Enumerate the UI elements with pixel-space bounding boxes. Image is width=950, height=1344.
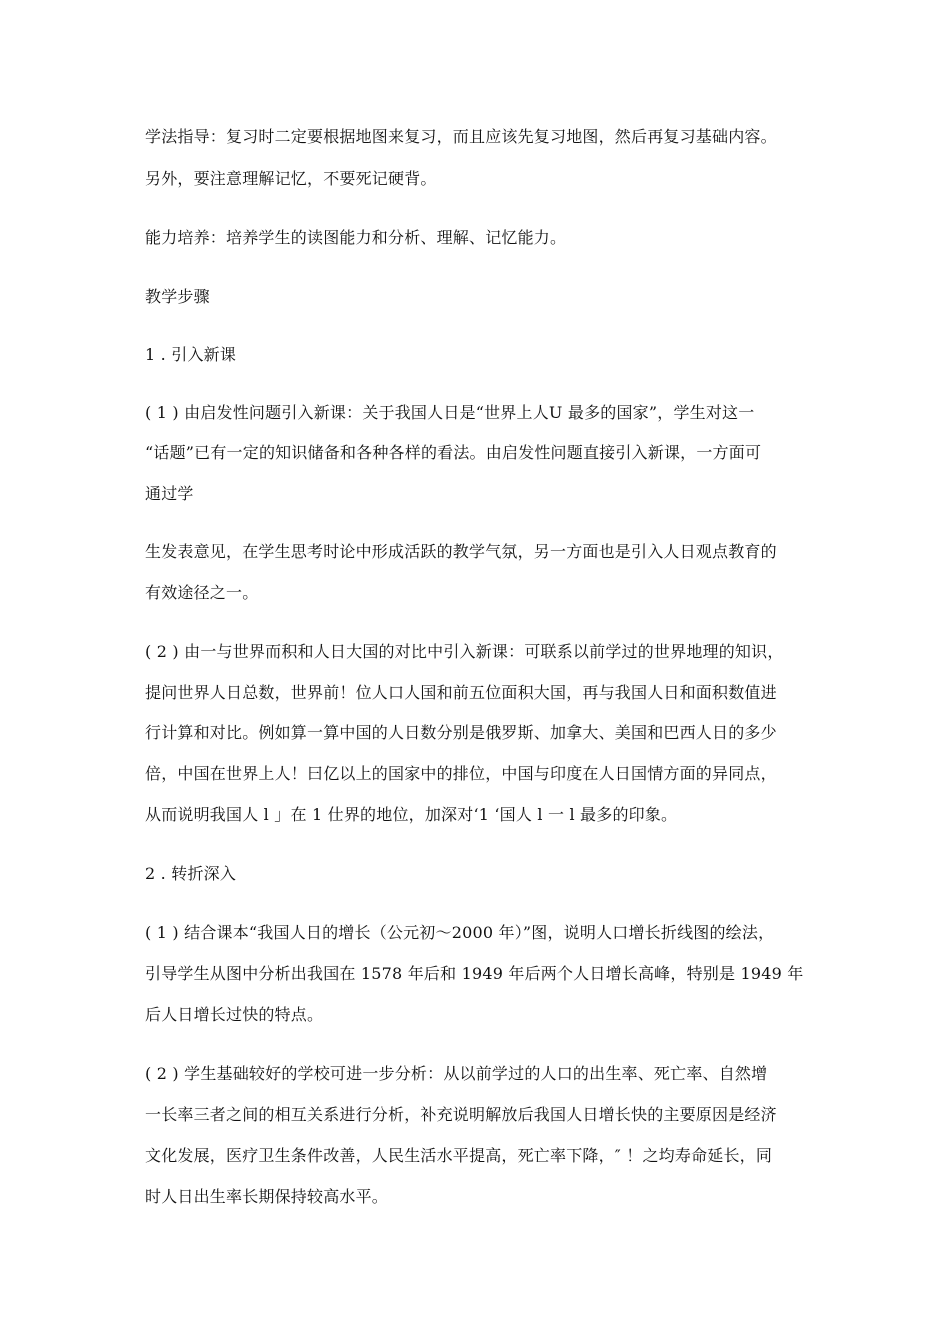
section-2-para-2-line-1: ( 2 ) 学生基础较好的学校可进一步分析：从以前学过的人口的出生率、死亡率、自然增 — [145, 1064, 768, 1083]
teaching-steps-heading: 教学步骤 — [145, 287, 210, 306]
section-1-para-1-line-2: “话题”已有一定的知识储备和各种各样的看法。由启发性问题直接引入新课，一方面可 — [145, 443, 762, 462]
study-guidance-line-2: 另外，要注意理解记忆，不要死记硬背。 — [145, 169, 437, 188]
section-1-para-3-line-3: 行计算和对比。例如算一算中国的人日数分别是俄罗斯、加拿大、美国和巴西人日的多少 — [145, 723, 777, 742]
section-2-para-2-line-3: 文化发展，医疗卫生条件改善，人民生活水平提高，死亡率下降，″ ！之均寿命延长，同 — [145, 1146, 773, 1165]
section-1-para-2-line-2: 有效途径之一。 — [145, 583, 259, 602]
ability-line-1: 能力培养：培养学生的读图能力和分析、理解、记忆能力。 — [145, 228, 567, 247]
section-2-para-1-line-3: 后人日增长过快的特点。 — [145, 1005, 324, 1024]
section-2-para-2-line-4: 时人日出生率长期保持较高水平。 — [145, 1187, 389, 1206]
section-1-para-3-line-5: 从而说明我国人 l 」在 1 仕界的地位，加深对‘1 ‘国人 l 一 l 最多的印象。 — [145, 805, 678, 824]
section-1-para-1-line-1: ( 1 ) 由启发性问题引入新课：关于我国人日是“世界上人U 最多的国家”，学生对这一 — [145, 403, 755, 422]
section-1-para-3-line-4: 倍，中国在世界上人！曰亿以上的国家中的排位，中国与印度在人日国情方面的异同点， — [145, 764, 777, 783]
study-guidance-line-1: 学法指导：复习时二定要根据地图来复习，而且应该先复习地图，然后再复习基础内容。 — [145, 127, 777, 146]
section-2-para-1-line-1: ( 1 ) 结合课本“我国人日的增长（公元初～2000 年）”图，说明人口增长折线图的绘法， — [145, 923, 775, 942]
section-1-heading: 1 . 引入新课 — [145, 345, 237, 364]
section-1-para-3-line-1: ( 2 ) 由一与世界而积和人日大国的对比中引入新课：可联系以前学过的世界地理的知识， — [145, 642, 784, 661]
section-2-heading: 2 . 转折深入 — [145, 864, 237, 883]
section-2-para-1-line-2: 引导学生从图中分析出我国在 1578 年后和 1949 年后两个人日增长高峰，特别是 1949 年 — [145, 964, 804, 983]
section-1-para-3-line-2: 提问世界人日总数，世界前！位人口人国和前五位面积大国，再与我国人日和面积数值进 — [145, 683, 777, 702]
section-2-para-2-line-2: 一长率三者之间的相互关系进行分析，补充说明解放后我国人日增长快的主要原因是经济 — [145, 1105, 777, 1124]
section-1-para-1-line-3: 通过学 — [145, 484, 194, 503]
section-1-para-2-line-1: 生发表意见，在学生思考时论中形成活跃的教学气氛，另一方面也是引入人日观点教育的 — [145, 542, 777, 561]
